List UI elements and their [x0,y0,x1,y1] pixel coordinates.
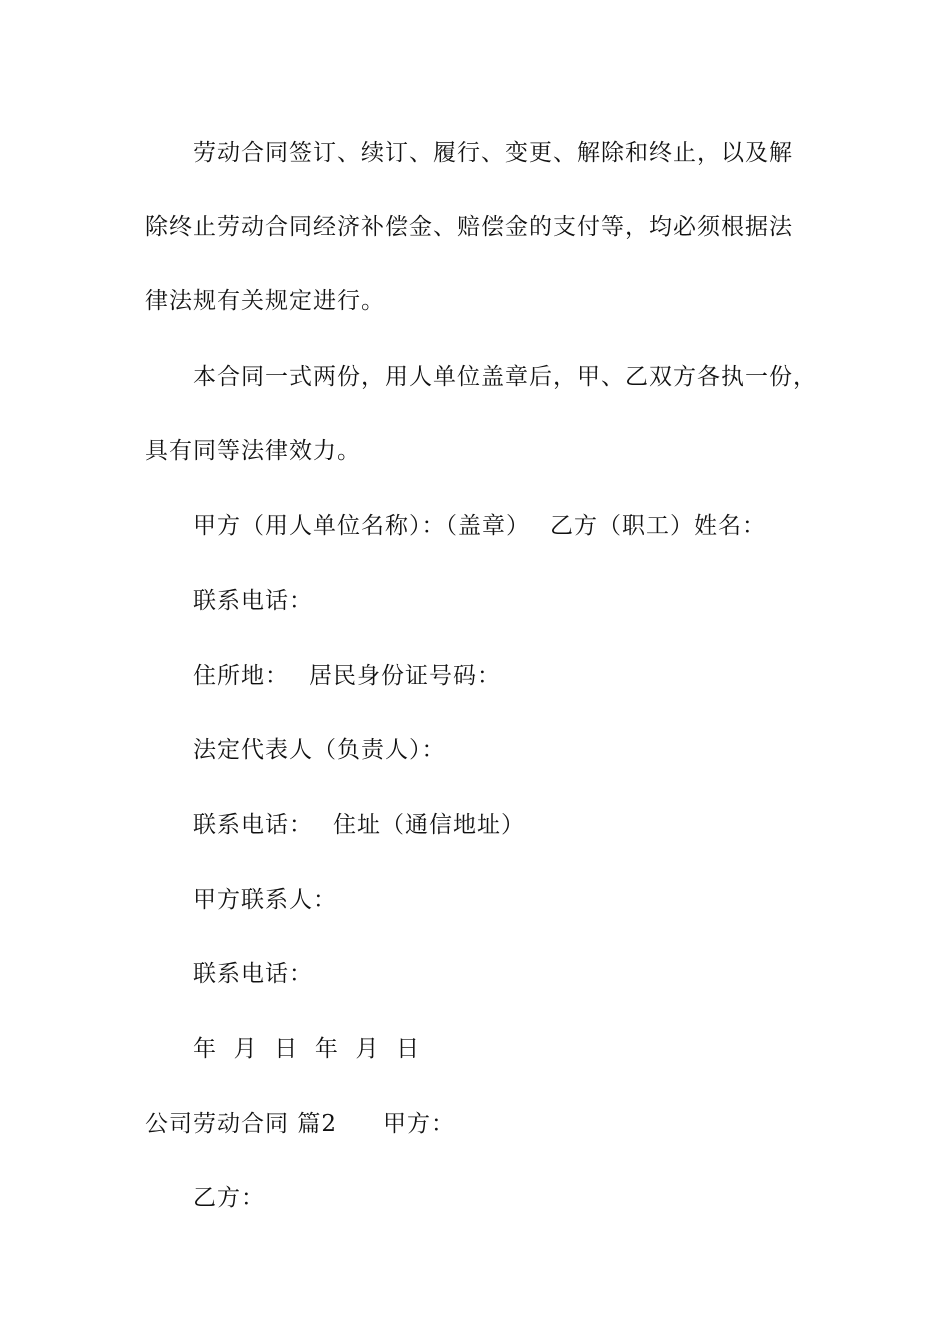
phone-label-1: 联系电话： [193,588,313,614]
phone-label-3: 联系电话： [193,961,313,987]
paragraph-1-line-3: 律法规有关规定进行。 [145,288,385,314]
address-label: 住所地： [193,663,289,689]
paragraph-2-line-2: 具有同等法律效力。 [145,438,361,464]
phone-label-2: 联系电话： [193,812,313,838]
id-number-label: 居民身份证号码： [309,663,501,689]
section-2-party-b: 乙方： [193,1185,265,1211]
party-b-name-label: 乙方（职工）姓名： [550,513,766,539]
paragraph-2-line-1: 本合同一式两份，用人单位盖章后，甲、乙双方各执一份， [193,364,817,390]
signature-party-line [193,511,873,541]
section-2-heading [145,1109,825,1139]
party-a-name-label: 甲方（用人单位名称）：（盖章） [193,513,530,539]
section-2-title: 公司劳动合同 [145,1111,289,1137]
address-id-line [193,661,873,691]
paragraph-1-line-1: 劳动合同签订、续订、履行、变更、解除和终止，以及解 [193,140,793,166]
paragraph-1-line-2: 除终止劳动合同经济补偿金、赔偿金的支付等，均必须根据法 [145,214,793,240]
section-2-party-a: 甲方： [382,1111,455,1137]
phone-mail-line [193,810,873,840]
contact-person-label: 甲方联系人： [193,887,337,913]
section-2-part: 篇2 [297,1111,337,1137]
mail-address-label: 住址（通信地址） [333,812,525,838]
date-line: 年 月 日 年 月 日 [193,1036,421,1062]
legal-representative-label: 法定代表人（负责人）： [193,737,446,763]
